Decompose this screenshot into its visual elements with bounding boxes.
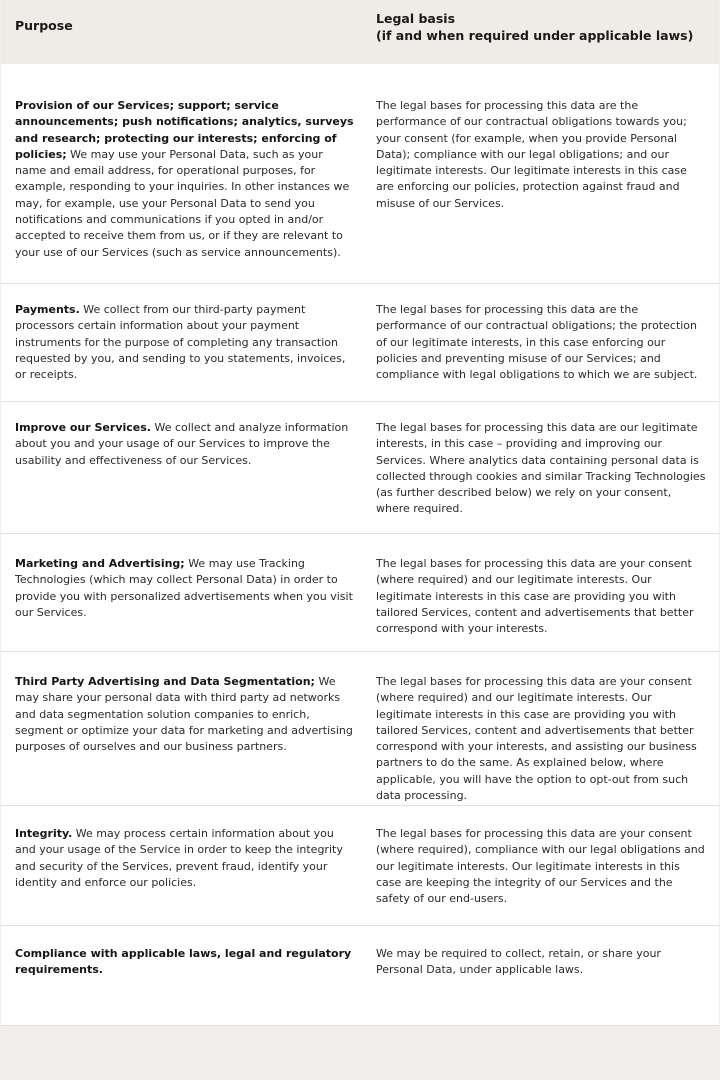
purpose-description: We may share your personal data with third party ad networks and data segmentation solution companies to enrich, segment or optimize your data for marketing and advertising purposes of ourselves and our business partners. [15,675,357,754]
legal-basis-cell: The legal bases for processing this data are your consent (where required), compliance with our legal obligations and our legitimate interests. Our legitimate interests in this case are keeping the integrity of our Services and the safety of our end-users. [376,827,705,906]
purpose-title: Marketing and Advertising; [15,557,185,570]
purpose-cell [15,98,355,261]
table-row [1,402,719,534]
purpose-description: We may process certain information about you and your usage of the Service in order to keep the integrity and security of the Services, prevent fraud, identify your identity and enforce our policies. [15,827,347,889]
table-row [1,926,719,1026]
purpose-title: Provision of our Services; support; service announcements; push notifications; analytics, surveys and research; protecting our interests; enforcing of policies; [15,99,354,161]
purpose-cell [15,674,355,755]
purpose-legal-basis-table [1,0,719,1026]
purpose-column-header: Purpose [15,18,73,33]
purpose-cell [15,556,355,621]
purpose-title: Payments. [15,303,80,316]
legal-basis-cell: The legal bases for processing this data are the performance of our contractual obligations towards you; your consent (for example, when you provide Personal Data); compliance with our legal obligations; and our legitimate interests. Our legitimate interests in this case are enforcing our policies, protection against fraud and misuse of our Services. [376,99,687,210]
purpose-cell [15,302,355,383]
legal-basis-cell: The legal bases for processing this data are your consent (where required) and our legitimate interests. Our legitimate interests in this case are providing you with tailored Services, content and advertisements that better correspond with your interests. [376,557,694,636]
table-row [1,284,719,402]
legal-basis-cell: The legal bases for processing this data are our legitimate interests, in this case – providing and improving our Services. Where analytics data containing personal data is collected through cookies and similar Tracking Technologies (as further described below) we rely on your consent, where required. [376,421,706,516]
legal-basis-cell: We may be required to collect, retain, or share your Personal Data, under applicable laws. [376,947,661,977]
purpose-title: Compliance with applicable laws, legal and regulatory requirements. [15,947,352,977]
table-row [1,652,719,806]
purpose-title: Integrity. [15,827,73,840]
purpose-cell [15,946,355,979]
table-row [1,64,719,284]
purpose-description: We collect from our third-party payment processors certain information about your payment instruments for the purpose of completing any transaction requested by you, and sending to you statements, invoices, or receipts. [15,303,349,382]
legal-basis-header-line1: Legal basis [376,11,456,26]
purpose-description: We may use Tracking Technologies (which may collect Personal Data) in order to provide you with personalized advertisements when you visit our Services. [15,557,357,619]
legal-basis-cell: The legal bases for processing this data are your consent (where required) and our legitimate interests. Our legitimate interests in this case are providing you with tailored Services, content and advertisements that better correspond with your interests, and assisting our business partners to do the same. As explained below, where applicable, you will have the option to opt-out from such data processing. [376,675,697,803]
purpose-cell [15,420,355,469]
purpose-description: We may use your Personal Data, such as your name and email address, for operational purposes, for example, responding to your inquiries. In other instances we may, for example, use your Personal Data to send you notifications and communications if you opted in and/or accepted to receive them from us, or if they are relevant to your use of our Services (such as service announcements). [15,147,353,259]
purpose-title: Improve our Services. [15,421,151,434]
table-row [1,806,719,926]
legal-basis-column-header [376,10,693,44]
table-header [1,0,719,64]
purpose-description: We collect and analyze information about you and your usage of our Services to improve the usability and effectiveness of our Services. [15,421,352,467]
table-row [1,534,719,652]
legal-basis-header-line2: (if and when required under applicable laws) [376,28,694,43]
legal-basis-cell: The legal bases for processing this data are the performance of our contractual obligations; the protection of our legitimate interests, in this case enforcing our policies and preventing misuse of our Services; and compliance with legal obligations to which we are subject. [376,303,698,382]
purpose-title: Third Party Advertising and Data Segmentation; [15,675,315,688]
purpose-cell [15,826,355,891]
